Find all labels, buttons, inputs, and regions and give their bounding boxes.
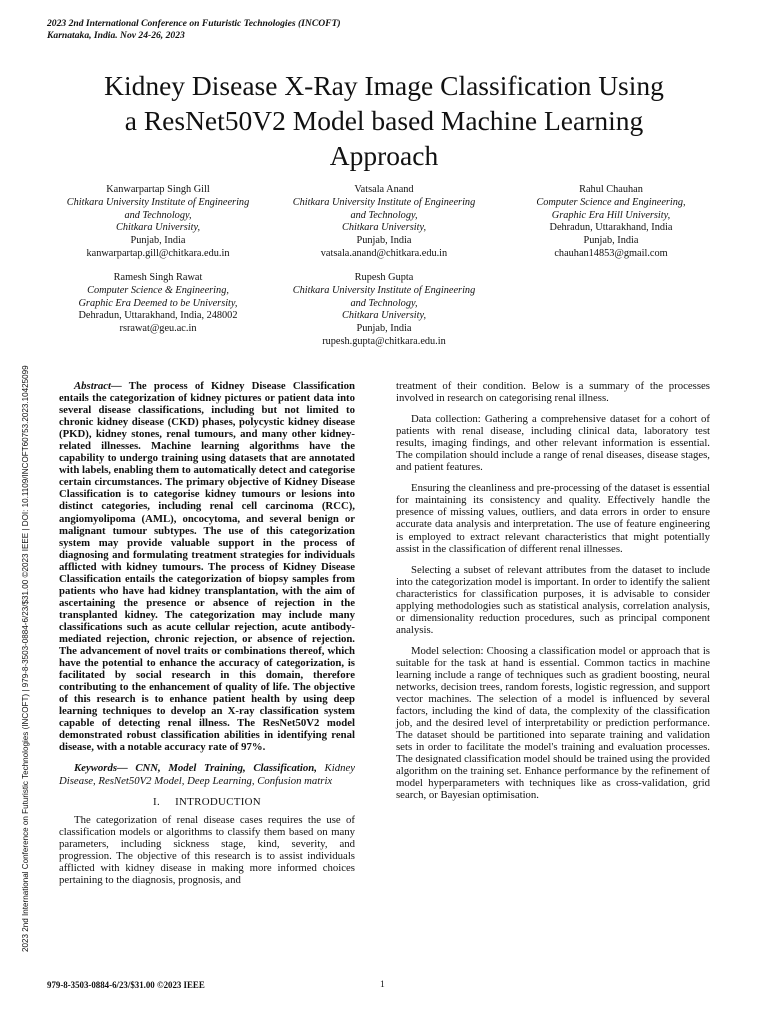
author-email: chauhan14853@gmail.com <box>554 247 668 259</box>
title-line: Approach <box>329 140 439 171</box>
conference-header <box>47 18 341 42</box>
left-column <box>59 380 355 895</box>
preprocessing-paragraph: Ensuring the cleanliness and pre-processing of the dataset is essential for maintaining its consistency and quality. Effectively handle the presence of missing values, outliers, and data errors in order to ensure accurate data analysis and interpretation. The use of feature engineering is employed to extract relevant characteristics that might potentially assist in the classification of different renal illnesses. <box>396 482 710 555</box>
page-number: 1 <box>380 980 385 990</box>
keywords-label: Keywords— <box>74 762 128 775</box>
author-email: vatsala.anand@chitkara.edu.in <box>320 247 448 259</box>
title-line: Kidney Disease X-Ray Image Classification Using <box>104 70 664 101</box>
paper-title <box>40 68 728 173</box>
author-location: Punjab, India <box>356 323 412 335</box>
keywords-bold-terms: CNN, Model Training, Classification, <box>127 762 317 775</box>
feature-selection-paragraph: Selecting a subset of relevant attributes from the dataset to include into the categorization model is important. In order to identify the salient characteristics for classification purposes, it is advisable to consider applying methodologies such as statistical analysis, correlation analysis, or dimensionality reduction procedures, such as principal component analysis. <box>396 563 710 636</box>
author-name: Ramesh Singh Rawat <box>113 272 203 283</box>
author-affiliation: and Technology, <box>124 209 192 221</box>
author-entry <box>506 184 716 261</box>
author-affiliation: Chitkara University Institute of Engineering <box>292 196 476 208</box>
keywords-terms: Kidney Disease, ResNet50V2 Model, Deep Learning, Confusion matrix <box>59 762 355 787</box>
author-email: kanwarpartap.gill@chitkara.edu.in <box>86 247 230 259</box>
keywords <box>59 762 355 786</box>
author-name: Rahul Chauhan <box>579 184 643 195</box>
abstract-label: Abstract— <box>74 380 122 392</box>
data-collection-paragraph: Data collection: Gathering a comprehensive dataset for a cohort of patients with renal disease, including clinical data, laboratory test results, imaging findings, and other relevant information is essential. The compilation should include a range of renal diseases, disease stages, and patient features. <box>396 413 710 474</box>
author-affiliation: Graphic Era Deemed to be University, <box>78 297 238 309</box>
author-name: Vatsala Anand <box>354 184 414 195</box>
author-affiliation: Computer Science & Engineering, <box>87 284 229 296</box>
author-location: Punjab, India <box>583 235 639 247</box>
author-affiliation: Chitkara University, <box>341 310 427 322</box>
conference-location-date: Karnataka, India. Nov 24-26, 2023 <box>47 30 185 41</box>
model-selection-paragraph: Model selection: Choosing a classification model or approach that is suitable for the task at hand is essential. Common tactics in machine learning include a range of techniques such as gradient boosting, neural networks, decision trees, random forests, logistic regression, and support vector machines. The selection of a model is influenced by several factors, including the kind of data, the complexity of the classification job, and the desired level of interpretability or prediction performance. The dataset should be partitioned into separate training and validation sets in order to facilitate the model's training and evaluation processes. The designated classification model should be trained using the provided algorithm on the training set. Enhance performance by the refinement of model hyperparameters with techniques like as cross-validation, grid search, or Bayesian optimisation. <box>396 644 710 802</box>
right-column <box>396 380 710 811</box>
author-name: Kanwarpartap Singh Gill <box>106 184 210 195</box>
author-location: Dehradun, Uttarakhand, India <box>549 222 673 234</box>
author-entry <box>274 272 494 349</box>
author-email: rsrawat@geu.ac.in <box>119 323 197 335</box>
author-affiliation: Chitkara University, <box>341 222 427 234</box>
intro-paragraph: The categorization of renal disease cases requires the use of classification models or algorithms to classify them based on many parameters, including sickness stage, kind, severity, and progression. The objective of this research is to assist individuals afflicted with kidney disease in making more informed choices pertaining to the diagnosis, prognosis, and <box>59 813 355 886</box>
author-affiliation: and Technology, <box>350 209 418 221</box>
conference-name: 2023 2nd International Conference on Futuristic Technologies (INCOFT) <box>47 18 341 29</box>
abstract-text: The process of Kidney Disease Classification entails the categorization of kidney pictures or patient data into several disease classifications, including but not limited to chronic kidney disease (CKD) phases, polycystic kidney disease (PKD), kidney stones, renal tumours, and many other kidney-related illnesses. Machine learning algorithms have the capability to undergo training using datasets that are annotated with labels, enabling them to automatically detect and categorise certain circumstances. The primary objective of Kidney Disease Classification is to categorise kidney tumours or lesions into distinct categories, including renal cell carcinoma (RCC), angiomyolipoma (AML), oncocytoma, and several benign or malignant tumour subtypes. The use of this categorization system may provide valuable support in the process of diagnosing and formulating treatment strategies for individuals afflicted with kidney tumours. The process of Kidney Disease Classification entails the categorization of biopsy samples from patients who have had kidney transplantation, with the aim of ascertaining the presence or absence of rejection in the transplanted kidney. The categorization may include many classifications such as acute cellular rejection, acute antibody-mediated rejection, chronic rejection, or absence of rejection. The advancement of novel traits or combinations thereof, which have the potential to enhance the accuracy of categorization, is facilitated by social research in this domain, therefore contributing to the enhancement of quality of life. The objective of this research is to enhance patient health by using deep learning techniques to develop an X-ray classification system capable of detecting renal illness. The ResNet50V2 model demonstrated robust classification abilities in identifying renal disease, with a notable accuracy rate of 97%. <box>59 380 355 754</box>
author-name: Rupesh Gupta <box>354 272 414 283</box>
section-title: INTRODUCTION <box>175 795 261 808</box>
continued-paragraph: treatment of their condition. Below is a summary of the processes involved in research on categorising renal illness. <box>396 380 710 405</box>
author-entry <box>274 184 494 261</box>
author-location: Punjab, India <box>130 235 186 247</box>
author-affiliation: Chitkara University Institute of Engineering <box>66 196 250 208</box>
author-location: Dehradun, Uttarakhand, India, 248002 <box>78 310 238 322</box>
abstract <box>59 380 355 753</box>
author-affiliation: Chitkara University, <box>115 222 201 234</box>
footer-isbn: 979-8-3503-0884-6/23/$31.00 ©2023 IEEE <box>47 980 205 990</box>
author-entry <box>48 184 268 261</box>
author-entry <box>48 272 268 336</box>
section-number: I. <box>153 795 160 808</box>
section-heading <box>59 796 355 808</box>
author-affiliation: Chitkara University Institute of Engineering <box>292 284 476 296</box>
author-affiliation: Computer Science and Engineering, <box>536 196 686 208</box>
side-doi-text: 2023 2nd International Conference on Futuristic Technologies (INCOFT) | 979-8-3503-0884-6/23/$31.00 ©2023 IEEE | DOI: 10.1109/INCOFT60753.2023.10425099 <box>21 365 30 952</box>
author-affiliation: Graphic Era Hill University, <box>551 209 671 221</box>
author-affiliation: and Technology, <box>350 297 418 309</box>
author-location: Punjab, India <box>356 235 412 247</box>
title-line: a ResNet50V2 Model based Machine Learning <box>124 105 644 136</box>
author-email: rupesh.gupta@chitkara.edu.in <box>322 335 446 347</box>
